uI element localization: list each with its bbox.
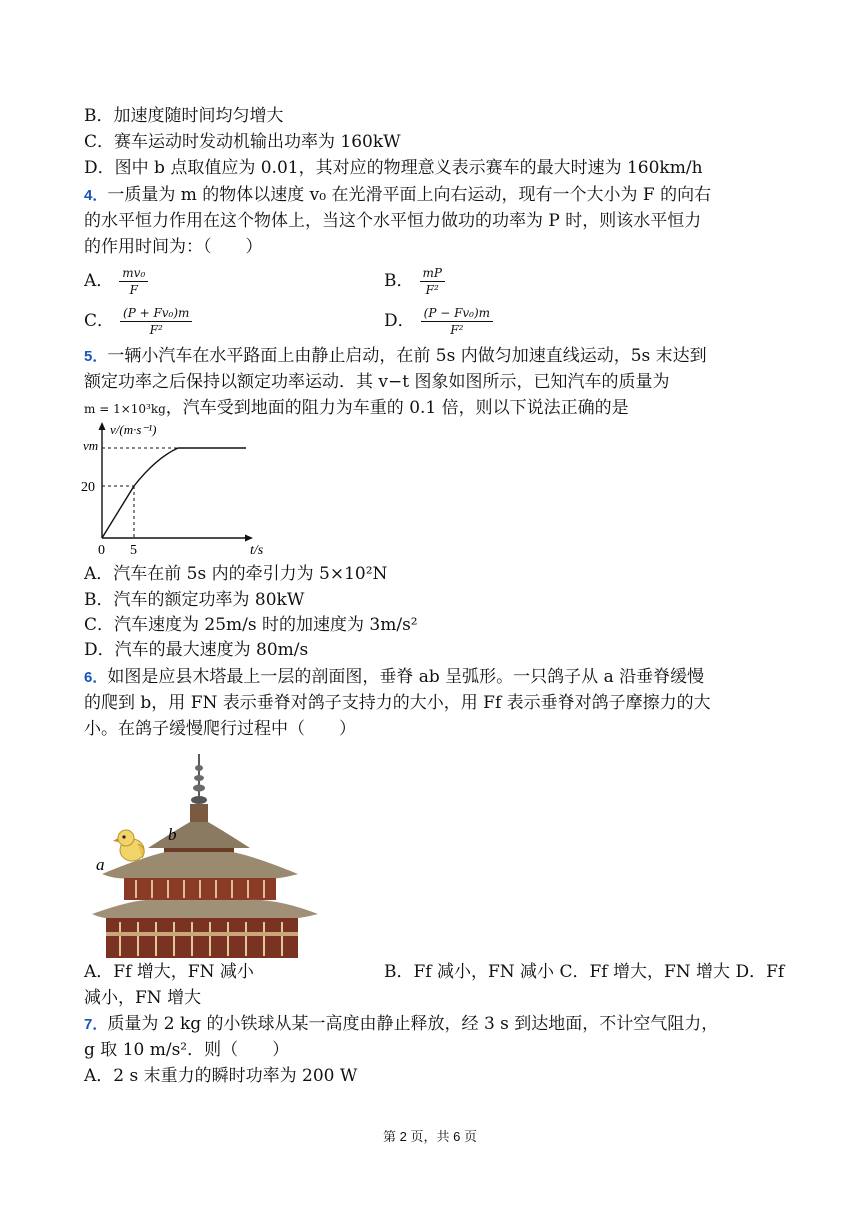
- q4-stem-line2: 的水平恒力作用在这个物体上，当这个水平恒力做功的功率为 P 时，则该水平恒力: [84, 211, 702, 231]
- label-b: b: [168, 825, 177, 844]
- q7-option-a: A．2 s 末重力的瞬时功率为 200 W: [84, 1066, 358, 1086]
- q7-stem-line1: 7．质量为 2 kg 的小铁球从某一高度由静止释放，经 3 s 到达地面，不计空气阻力，: [84, 1014, 719, 1034]
- q5-option-b: B．汽车的额定功率为 80kW: [84, 590, 305, 610]
- q5-option-c: C．汽车速度为 25m/s 时的加速度为 3m/s²: [84, 615, 418, 635]
- q7-number: 7．: [84, 1016, 108, 1033]
- q5-number: 5．: [84, 348, 108, 365]
- q5-option-d: D．汽车的最大速度为 80m/s: [84, 640, 309, 660]
- q5-mass: m = 1×10³kg: [84, 402, 166, 416]
- q4-stem-line1: 4．一质量为 m 的物体以速度 v₀ 在光滑平面上向右运动，现有一个大小为 F 的向右: [84, 185, 712, 205]
- q6-stem-line3: 小。在鸽子缓慢爬行过程中（ ）: [84, 719, 356, 739]
- q3-option-c: C．赛车运动时发动机输出功率为 160kW: [84, 132, 401, 152]
- q4-option-a: A． $\frac{\text{mv₀}}{F}$: [84, 266, 148, 297]
- q5-option-a: A．汽车在前 5s 内的牵引力为 5×10²N: [84, 564, 388, 584]
- q6-option-d-cont: 减小，FN 增大: [84, 988, 202, 1008]
- q6-options-bcd: B．Ff 减小，FN 减小 C．Ff 增大，FN 增大 D．Ff: [384, 962, 785, 982]
- label-a: a: [96, 855, 105, 874]
- q6-stem-line2: 的爬到 b，用 FN 表示垂脊对鸽子支持力的大小，用 Ff 表示垂脊对鸽子摩擦力的大: [84, 693, 711, 713]
- q4-option-d: D． $\frac{\text{(P − Fv₀)m}}{\text{F²}}$: [384, 306, 493, 337]
- q4-stem-line3: 的作用时间为：（ ）: [84, 237, 263, 257]
- page-footer: 第 2 页，共 6 页: [383, 1129, 477, 1144]
- q6-option-a: A．Ff 增大，FN 减小: [84, 962, 254, 982]
- graph-x0-label: 0: [98, 543, 105, 558]
- graph-xlabel: t/s: [250, 543, 264, 558]
- graph-x5-label: 5: [130, 543, 137, 558]
- q6-stem-line1: 6．如图是应县木塔最上一层的剖面图，垂脊 ab 呈弧形。一只鸽子从 a 沿垂脊缓慢: [84, 667, 705, 687]
- q5-stem-line2: 额定功率之后保持以额定功率运动．其 v−t 图象如图所示，已知汽车的质量为: [84, 372, 670, 392]
- q7-stem-line2: g 取 10 m/s²．则（ ）: [84, 1040, 290, 1060]
- q4-option-b: B． $\frac{mP}{\text{F²}}$: [384, 266, 445, 297]
- q5-vt-graph: [78, 420, 278, 560]
- graph-vm-label: vm: [83, 438, 99, 453]
- q4-option-c: C． $\frac{\text{(P + Fv₀)m}}{\text{F²}}$: [84, 306, 192, 337]
- q5-stem-line3: m = 1×10³kg，汽车受到地面的阻力为车重的 0.1 倍，则以下说法正确的是: [84, 398, 629, 418]
- q3-option-d: D．图中 b 点取值应为 0.01，其对应的物理意义表示赛车的最大时速为 160km/h: [84, 158, 703, 178]
- q6-number: 6．: [84, 669, 108, 686]
- graph-y20-label: 20: [81, 480, 95, 495]
- q4-number: 4．: [84, 187, 108, 204]
- q5-stem-line1: 5．一辆小汽车在水平路面上由静止启动，在前 5s 内做匀加速直线运动，5s 末达到: [84, 346, 707, 366]
- pagoda-illustration: [86, 752, 322, 958]
- q3-option-b: B．加速度随时间均匀增大: [84, 106, 284, 126]
- graph-ylabel: v/(m·s⁻¹): [110, 422, 157, 437]
